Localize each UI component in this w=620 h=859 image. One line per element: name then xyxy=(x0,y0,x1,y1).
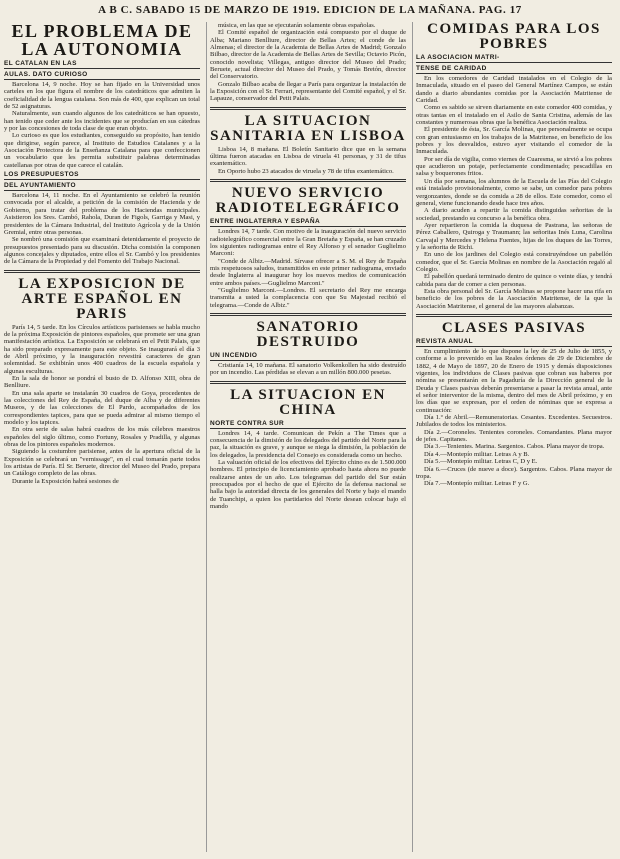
article-body xyxy=(4,192,200,265)
article-subhead: REVISTA ANUAL xyxy=(416,338,612,347)
paragraph: El Comité español de organización está compuesto por el duque de Alba; Mariano Benlliure, director de Bellas Artes; el conde de las Almenas; el director de la Academia de Bellas Artes de Madrid; Gonzalo Bilbao, director de la Academia de Bellas Artes de Sevilla; Octavio Picón, conocido novelista; Villegas, antiguo director del Museo del Prado; Beruete, actual director del Museo del Prado, y Tomás Bretón, director del Conservatorio. xyxy=(210,29,406,81)
paragraph: "Conde de Albiz.—Madrid. Sírvase ofrecer a S. M. el Rey de España mis respetuosos saludos, transmitidos en este primer radiograma, enviado desde Inglaterra al inaugurar hoy los nuevos medios de comunicación entre ambos países.—Guglielmo Marconi." xyxy=(210,257,406,287)
paragraph: El pabellón quedará terminado dentro de quince o veinte días, y tendrá cabida para dar de comer a cien personas. xyxy=(416,273,612,288)
paragraph: Por ser día de vigilia, como viernes de Cuaresma, se sirvió a los pobres que acudieron un potaje, perfectamente condimentado; pescadillas en salsa y boquerones fritos. xyxy=(416,155,612,178)
paragraph: Gonzalo Bilbao acaba de llegar a París para organizar la instalación de la Exposición con el Sr. Ferrari, representante del Comité español, y el Sr. Lapauze, conservador del Petit Palais. xyxy=(210,80,406,103)
article-body xyxy=(416,348,612,488)
article-subhead: TENSE DE CARIDAD xyxy=(416,65,612,74)
article-headline: COMIDAS PARA LOS POBRES xyxy=(427,22,601,52)
paragraph: En uno de los jardines del Colegio está construyéndose un pabellón comedor, que el Sr. García Molinas en nombre de la Asociación regaló al Colegio. xyxy=(416,251,612,273)
paragraph: Londres 14, 4 tarde. Comunican de Pekín a The Times que a consecuencia de la dimisión de los delegados del partido del Norte para la paz, la situación es grave, y aunque se niega la dimisión, la población de los delegados, la presidencia del Consejo es considerada como un hecho. xyxy=(210,429,406,459)
paragraph: Un día por semana, los alumnos de la Escuela de las Pías del Colegio está instalado provisionalmente, como se sabe, un comedor para pobres vergonzantes, donde se da comida a 28 de ellos. Este comedor, como el general, viene funcionando desde hace tres años. xyxy=(416,177,612,207)
paragraph: Barcelona 14, 9 noche. Hoy se han fijado en la Universidad unos carteles en los que figura el nombre de los catedráticos que admiten la coeficialidad de la lengua catalana. Son más de 400, que explican un total de 52 asignaturas. xyxy=(4,81,200,111)
article-subhead: LA ASOCIACION MATRI- xyxy=(416,54,612,63)
paragraph: "Guglielmo Marconi.—Londres. El secretario del Rey me encarga transmita a usted la complacencia con que Su Majestad recibió el telegrama.—Conde de Albiz." xyxy=(210,286,406,309)
article-headline: EL PROBLEMA DE LA AUTONOMIA xyxy=(11,22,193,59)
paragraph: Día 4.—Montepío militar. Letras A y B. xyxy=(424,450,530,458)
article-body xyxy=(4,81,200,169)
article-headline: LA SITUACION EN CHINA xyxy=(230,386,386,418)
article-body xyxy=(210,146,406,175)
article-subhead: ENTRE INGLATERRA Y ESPAÑA xyxy=(210,218,406,227)
paragraph: Lo curioso es que los estudiantes, conseguido su propósito, han tenido que dirigirse, según parece, al Instituto de Estudios Catalanes y a la Asociación Protectora de la Enseñanza Catalana para que confeccionen un vocabulario que les permita substituir palabras determinadas castellanas por otras de que carece el catalán. xyxy=(4,132,200,169)
paragraph: Durante la Exposición habrá sesiones de xyxy=(12,477,119,485)
column-3 xyxy=(416,22,612,854)
paragraph: Cristianía 14, 10 mañana. El sanatorio Volkenkollen ha sido destruído por un incendio. Las pérdidas se elevan a un millón 800.000 pesetas. xyxy=(210,361,406,377)
article-headline: SANATORIO DESTRUIDO xyxy=(256,318,360,350)
article-subhead: AULAS. DATO CURIOSO xyxy=(4,71,200,80)
article-subhead: LOS PRESUPUESTOS xyxy=(4,171,200,180)
article-headline: NUEVO SERVICIO RADIOTELEGRÁFICO xyxy=(215,185,401,217)
article-headline: LA SITUACION SANITARIA EN LISBOA xyxy=(210,112,406,144)
paragraph: Barcelona 14, 11 noche. En el Ayuntamiento se celebró la reunión convocada por el alcalde, a petición de la comisión de Hacienda y de Gobierno, para tratar del problema de los Haciendas municipales. Asistieron los Sres. Cambó, Rahola, Duran de Figols, Garriga y Masi, y presidentes de la Cámara Industrial, del Instituto Agrícola y de la Unión Gremial, entre otras personas. xyxy=(4,192,200,236)
paragraph: En la sala de honor se pondrá el busto de D. Alfonso XIII, obra de Benlliure. xyxy=(4,374,200,390)
paragraph: A diario acuden a repartir la comida distinguidas señoritas de la sociedad, prestando su concurso a la benéfica obra. xyxy=(416,207,612,222)
paragraph: música, en las que se ejecutarán solamente obras españolas. xyxy=(218,22,376,29)
paragraph: Lisboa 14, 8 mañana. El Boletín Sanitario dice que en la semana última fueron atacadas en Lisboa de viruela 41 personas, y 31 de tifus exantemático. xyxy=(210,145,406,168)
article-subhead: NORTE CONTRA SUR xyxy=(210,420,406,429)
article-body xyxy=(210,430,406,511)
article-body xyxy=(4,324,200,486)
article-body xyxy=(210,362,406,377)
paragraph: El presidente de ésta, Sr. García Molinas, que personalmente se ocupa con gran entusiasmo en los trabajos de la Matritense, en beneficio de los pobres y los desvalidos, estuvo ayer visitando el comedor de la Inmaculada. xyxy=(416,126,612,156)
paragraph: En otra serie de salas habrá cuadros de los más célebres maestros españoles del siglo último, como Fortuny, Rosales y Pradilla, y algunas obras de los pintores españoles modernos. xyxy=(4,426,200,449)
divider xyxy=(210,107,406,110)
paragraph: Esta obra personal del Sr. García Molinas se propone hacer una rifa en beneficio de los pobres de la Asociación Matritense, de la que la Asociación Matritense, el general de las mayores alabanzas. xyxy=(416,287,612,310)
paragraph: Día 2.—Coroneles. Tenientes coroneles. Comandantes. Plana mayor de jefes. Capitanes. xyxy=(416,428,612,444)
article-subhead: EL CATALAN EN LAS xyxy=(4,60,200,69)
paragraph: En una sala aparte se instalarán 30 cuadros de Goya, procedentes de las colecciones del Rey de España, del duque de Alba y de diferentes Museos, y de las colecciones de El Pardo, acompañados de los correspondientes tapices, para que se pueda admirar al mismo tiempo el modelo y los tapices. xyxy=(4,389,200,427)
column-divider xyxy=(412,22,413,852)
paragraph: En cumplimiento de lo que dispone la ley de 25 de Julio de 1855, y conforme a lo prevenido en las Reales órdenes de 29 de Diciembre de 1882, 4 de Mayo de 1897, 20 de Enero de 1915 y demás disposiciones vigentes, los individuos de Clases pasivas que cobran sus haberes por nómina se presentarán en la Pagaduría de la Dirección general de la Deuda y Clases pasivas deberán presentarse a pasar la revista anual, ante el señor interventor de la misma, dentro del mes de Abril próximo, y en los días que se expresan, por el orden de nóminas que se expresa a continuación: xyxy=(416,348,612,414)
paragraph: Siguiendo la costumbre parisiense, antes de la apertura oficial de la Exposición se celebrará un "vernissage", en el cual tomarán parte todos los artistas de París. El Sr. Beruete, director del Museo del Prado, prepara un Catálogo completo de las obras. xyxy=(4,448,200,478)
paragraph: La valuación oficial de los efectivos del Ejército chino es de 1.500.000 hombres. El principio de licenciamiento aprobado hasta ahora no puede realizarse antes de un año. Los telegramas del partido del Sur están preocupados por el hecho de que el Ejército de la defensa nacional se halla bajo la autoridad directa de los generales del Norte y bajo el mando de Tuanchipi, a quien los partidarios del Norte desean colocar bajo el mando xyxy=(210,459,406,511)
article-body xyxy=(210,228,406,309)
paragraph: Día 7.—Montepío militar. Letras F y G. xyxy=(424,480,530,488)
paragraph: Se nombró una comisión que examinará detenidamente el proyecto de presupuestos presentado para su discusión. Dicha comisión la componen algunos concejales y diputados, entre ellos el Sr. Cambó y los presidentes de la Cámara de la Propiedad y del Fomento del Trabajo Nacional. xyxy=(4,236,200,266)
article-subhead: DEL AYUNTAMIENTO xyxy=(4,182,200,191)
column-divider xyxy=(206,22,207,852)
article-headline: LA EXPOSICION DE ARTE ESPAÑOL EN PARIS xyxy=(18,275,186,322)
divider xyxy=(210,179,406,182)
paragraph: Día 5.—Montepío militar. Letras C, D y E. xyxy=(424,458,538,466)
paragraph: Londres 14, 7 tarde. Con motivo de la inauguración del nuevo servicio radiotelegráfico comercial entre la Gran Bretaña y España, se han cruzado los siguientes radiogramas entre el Rey Alfonso y el senador Guglielmo Marconi: xyxy=(210,228,406,258)
paragraph: Ayer repartieron la comida la duquesa de Pastrana, las señoras de Pérez Caballero, Quiroga y Traumann; las señoritas Inés Luna, Carolina Carvajal y Mercedes y Helena Fuentes, hijas de los duques de las Torres, y la señorita de Richi. xyxy=(416,221,612,251)
article-headline: CLASES PASIVAS xyxy=(441,320,587,336)
paragraph: París 14, 5 tarde. En los Círculos artísticos parisienses se habla mucho de la próxima Exposición de pintores españoles, que promete ser una gran manifestación artística. La Exposición se celebrará en el Petit Palais, que ha sido preparado expresamente para este objeto. Se inaugurará el día 3 de Abril próximo, y la inauguración revestirá caracteres de gran solemnidad. Se exhibirán unos 400 cuadros de la escuela española y algunas esculturas. xyxy=(4,323,200,375)
paragraph: Día 1.º de Abril.—Remuneratorias. Cesantes. Excedentes. Secuestros. Jubilados de todos los ministerios. xyxy=(416,414,612,429)
divider xyxy=(416,314,612,317)
article-body xyxy=(416,75,612,310)
column-2 xyxy=(210,22,406,854)
article-body xyxy=(210,22,406,103)
divider xyxy=(210,381,406,384)
paragraph: En Oporto hubo 23 atacados de viruela y 78 de tifus exantemático. xyxy=(218,167,394,175)
paragraph: Naturalmente, sun cuando algunos de los catedráticos se han opuesto, han tenido que ceder ante los incidentes que se producían en sus cátedras y por las concesiones de toda clase de que eran objeto. xyxy=(4,110,200,133)
paragraph: Día 6.—Cruces (de nueve a doce). Sargentos. Cabos. Plana mayor de tropa. xyxy=(416,465,612,480)
divider xyxy=(4,270,200,273)
divider xyxy=(210,313,406,316)
paragraph: En los comedores de Caridad instalados en el Colegio de la Inmaculada, situado en el paseo del General Martínez Campos, se están dando a diario abundantes comidas por la Asociación Matritense de Caridad. xyxy=(416,75,612,105)
column-1 xyxy=(4,22,200,854)
paragraph: Día 3.—Tenientes. Marina. Sargentos. Cabos. Plana mayor de tropa. xyxy=(424,443,605,451)
paragraph: Como es sabido se sirven diariamente en este comedor 400 comidas, y otras tantas en el instalado en el Asilo de Santa Cristina, además de las constantes y numerosas obras que la benéfica Asociación realiza. xyxy=(416,104,612,127)
page-header: A B C. SABADO 15 DE MARZO DE 1919. EDICION DE LA MAÑANA. PAG. 17 xyxy=(98,4,522,16)
article-subhead: UN INCENDIO xyxy=(210,352,406,361)
